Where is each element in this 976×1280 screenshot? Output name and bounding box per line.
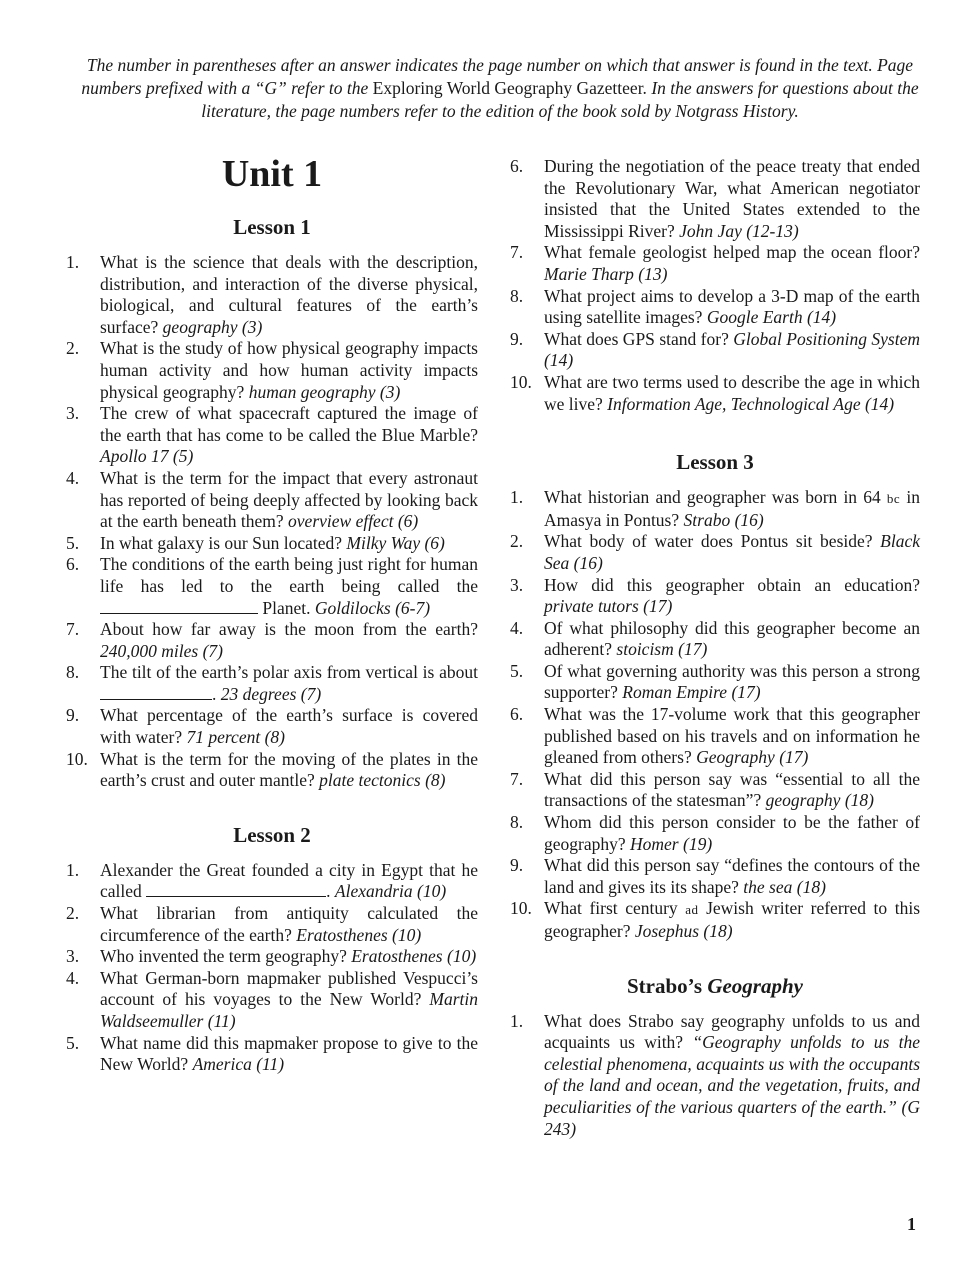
question-item (510, 575, 920, 618)
answer-text: private tutors (17) (544, 596, 673, 617)
fill-in-blank (146, 883, 326, 897)
question-text: What does Strabo say geography unfolds to us and acquaints us with? (544, 1010, 920, 1053)
question-number: 2. (66, 338, 80, 359)
question-number: 5. (66, 532, 80, 553)
question-item (510, 661, 920, 704)
question-text: What German-born mapmaker published Vespucci’s account of his voyages to the New World? (100, 967, 478, 1010)
question-number: 4. (66, 967, 80, 988)
strabo-geography-title (510, 973, 920, 999)
question-number: 6. (66, 554, 80, 575)
answer-text: Black Sea (16) (544, 531, 920, 573)
right-column (510, 156, 920, 1170)
question-item (66, 968, 478, 1033)
answer-text: Information Age, Technological Age (14) (607, 393, 895, 414)
question-number: 2. (66, 903, 80, 924)
answer-text: John Jay (12-13) (679, 220, 799, 241)
question-text: What first century (544, 898, 686, 919)
question-text: Who invented the term geography? (100, 946, 352, 967)
question-text: Whom did this person consider to be the father of geography? (544, 812, 920, 854)
question-text: Of what philosophy did this geographer become an adherent? (544, 617, 920, 660)
question-number: 9. (66, 705, 80, 726)
question-number: 1. (66, 859, 80, 880)
lesson-3-section (510, 449, 920, 942)
question-item (510, 1011, 920, 1141)
question-item (66, 468, 478, 533)
answer-text: Milky Way (6) (346, 532, 445, 553)
question-text: In what galaxy is our Sun located? (100, 532, 347, 553)
answer-text: Goldilocks (6-7) (314, 597, 431, 618)
question-item (510, 898, 920, 942)
answer-text: geography (18) (765, 790, 874, 811)
answer-text: overview effect (6) (288, 511, 419, 532)
question-number: 3. (66, 403, 80, 424)
strabo-title-book: Geography (707, 973, 803, 998)
question-number: 7. (510, 768, 524, 789)
answer-text: plate tectonics (8) (319, 770, 446, 791)
era-abbreviation: bc (886, 491, 901, 507)
lesson-2-questions (66, 860, 478, 1076)
question-text: What was the 17-volume work that this geographer published based on his travels and on information he gleaned from others? (544, 704, 920, 768)
question-number: 7. (510, 242, 524, 263)
answer-text: 23 degrees (7) (220, 683, 322, 704)
question-text: What female geologist helped map the ocean floor? (544, 242, 920, 263)
answer-text: Homer (19) (630, 833, 713, 854)
question-number: 10. (66, 748, 88, 769)
question-text: The tilt of the earth’s polar axis from vertical is about (100, 662, 478, 683)
answer-text: “Geography unfolds to us the celestial phenomena, acquaints us with the occupants of the land and ocean, and the vegetation, fruits, and peculiarities of the various quarters of the earth.” (G 243) (544, 1032, 920, 1139)
question-item (66, 403, 478, 468)
question-number: 2. (510, 531, 524, 552)
question-number: 8. (510, 285, 524, 306)
question-text: What percentage of the earth’s surface is covered with water? (100, 705, 478, 748)
question-item (66, 903, 478, 946)
answer-text: Eratosthenes (10) (351, 946, 477, 967)
question-text: The crew of what spacecraft captured the image of the earth that has come to be called the Blue Marble? (100, 403, 478, 445)
strabo-title-text: Strabo’s (627, 973, 708, 998)
answer-text: geography (3) (162, 316, 263, 337)
question-item (510, 769, 920, 812)
answer-text: Geography (17) (696, 747, 809, 768)
question-number: 6. (510, 704, 524, 725)
question-item (510, 372, 920, 415)
lesson-2-title: Lesson 2 (233, 822, 311, 847)
question-number: 3. (66, 946, 80, 967)
question-text: What did this person say “defines the contours of the land and gives its its shape? (544, 855, 920, 897)
question-number: 1. (510, 1010, 524, 1031)
question-number: 10. (510, 371, 532, 392)
question-text: What are two terms used to describe the age in which we live? (544, 371, 920, 414)
answer-text: Eratosthenes (10) (296, 924, 422, 945)
lesson-3-title: Lesson 3 (676, 450, 754, 475)
answer-text: Roman Empire (17) (622, 682, 761, 703)
question-text: What did this person say was “essential to all the transactions of the statesman”? (544, 768, 920, 811)
question-item (66, 1033, 478, 1076)
question-number: 6. (510, 156, 524, 176)
era-abbreviation: ad (685, 902, 699, 918)
question-number: 8. (510, 812, 524, 833)
question-number: 9. (510, 855, 524, 876)
question-text: Jewish writer referred to this geographer? (544, 898, 921, 941)
answer-text: Strabo (16) (683, 509, 764, 530)
question-text: About how far away is the moon from the earth? (100, 619, 478, 640)
question-item (66, 860, 478, 903)
answer-text: the sea (18) (743, 876, 826, 897)
answer-text: Josephus (18) (634, 921, 733, 941)
intro-note (60, 54, 940, 123)
answer-text: 240,000 miles (7) (100, 640, 223, 661)
question-item (510, 156, 920, 242)
question-text: What historian and geographer was born in 64 (544, 487, 887, 508)
question-text: What is the term for the impact that every astronaut has reported of being deeply affected by looking back at the earth beneath them? (100, 467, 478, 532)
question-item (66, 749, 478, 792)
question-number: 10. (510, 898, 532, 919)
question-number: 3. (510, 574, 524, 595)
answer-text: Alexandria (10) (334, 881, 447, 902)
question-item (66, 705, 478, 748)
question-item (510, 242, 920, 285)
question-text: in Amasya in Pontus? (544, 487, 920, 530)
question-text: What name did this mapmaker propose to give to the New World? (100, 1032, 478, 1075)
question-text: . (326, 881, 335, 902)
question-item (510, 286, 920, 329)
question-item (510, 618, 920, 661)
question-item (510, 487, 920, 531)
question-number: 1. (510, 487, 524, 508)
question-text: What is the study of how physical geography impacts human activity and how human activity impacts physical geography? (100, 338, 478, 402)
question-item (66, 662, 478, 705)
question-item (66, 252, 478, 338)
answer-text: Martin Waldseemuller (11) (100, 989, 478, 1031)
question-text: What does GPS stand for? (544, 328, 734, 349)
answer-text: Apollo 17 (5) (100, 446, 194, 467)
answer-text: America (11) (192, 1054, 285, 1075)
question-text: Planet. (258, 597, 315, 618)
lesson-1-title: Lesson 1 (233, 215, 311, 239)
left-column (66, 152, 478, 1106)
intro-text-2: In the answers for questions about the literature, the page numbers refer to the edition of the book sold by Notgrass History. (201, 78, 919, 121)
question-text: What project aims to develop a 3-D map of the earth using satellite images? (544, 285, 920, 328)
question-number: 5. (510, 660, 524, 681)
intro-book-title: Exploring World Geography Gazetteer. (372, 78, 647, 98)
question-text: What librarian from antiquity calculated the circumference of the earth? (100, 903, 478, 945)
lesson-2-continued (510, 156, 920, 415)
question-item (66, 533, 478, 555)
question-number: 4. (66, 467, 80, 488)
lesson-2-questions-continued (510, 156, 920, 415)
question-number: 4. (510, 617, 524, 638)
question-item (510, 531, 920, 574)
strabo-geography-section (510, 973, 920, 1141)
question-number: 7. (66, 619, 80, 640)
answer-text: Global Positioning System (14) (544, 328, 920, 371)
question-text: What body of water does Pontus sit beside? (544, 531, 881, 552)
intro-text-1: The number in parentheses after an answer indicates the page number on which that answer is found in the text. Page numbers prefixed with a “G” refer to the (81, 55, 914, 98)
question-item (510, 855, 920, 898)
question-item (66, 338, 478, 403)
question-number: 1. (66, 252, 80, 272)
lesson-3-questions (510, 487, 920, 942)
answer-text: stoicism (17) (616, 639, 708, 660)
fill-in-blank (100, 686, 212, 700)
question-number: 5. (66, 1032, 80, 1053)
question-text: What is the science that deals with the description, distribution, and interaction of the diverse physical, biological, and cultural features of the earth’s surface? (100, 252, 478, 337)
page-number: 1 (907, 1214, 916, 1234)
question-item (510, 329, 920, 372)
lesson-1-questions (66, 252, 478, 792)
question-text: The conditions of the earth being just right for human life has led to the earth being called the (100, 554, 478, 596)
question-text: . (212, 683, 221, 704)
question-number: 8. (66, 662, 80, 683)
question-item (510, 812, 920, 855)
fill-in-blank (100, 600, 258, 614)
question-item (510, 704, 920, 769)
answer-text: 71 percent (8) (186, 727, 285, 748)
question-text: How did this geographer obtain an education? (544, 574, 920, 595)
lesson-2-section (66, 822, 478, 1076)
answer-text: Marie Tharp (13) (544, 263, 668, 284)
strabo-questions (510, 1011, 920, 1141)
question-number: 9. (510, 328, 524, 349)
lesson-1-section (66, 214, 478, 792)
question-text: What is the term for the moving of the plates in the earth’s crust and outer mantle? (100, 748, 478, 791)
answer-text: human geography (3) (248, 381, 401, 402)
question-text: Of what governing authority was this person a strong supporter? (544, 660, 920, 703)
question-text: During the negotiation of the peace treaty that ended the Revolutionary War, what American negotiator insisted that the United States extended to the Mississippi River? (544, 156, 920, 241)
question-item (66, 946, 478, 968)
answer-text: Google Earth (14) (706, 307, 837, 328)
unit-title: Unit 1 (221, 153, 323, 195)
question-text: Alexander the Great founded a city in Egypt that he called (100, 859, 478, 902)
question-item (66, 619, 478, 662)
question-item (66, 554, 478, 619)
